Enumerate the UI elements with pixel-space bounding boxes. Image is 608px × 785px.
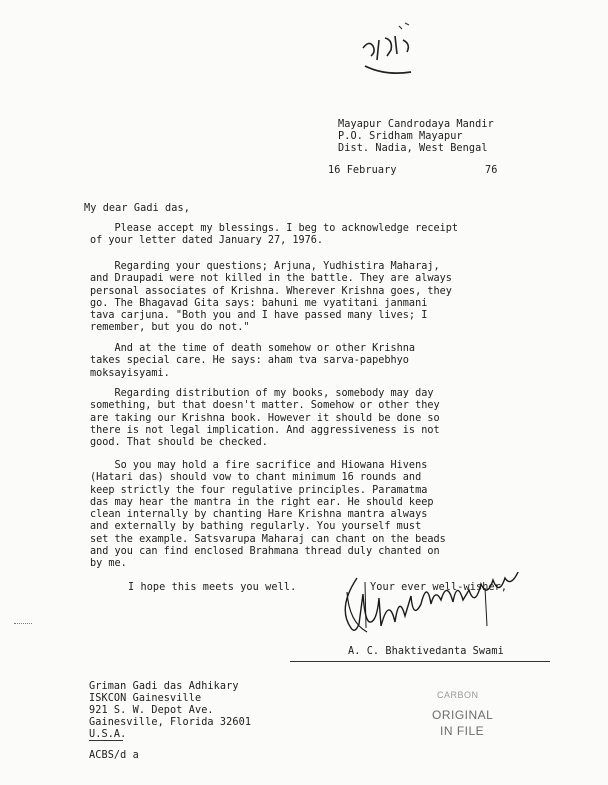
paragraph-line: (Hatari das) should vow to chant minimum 16 rounds and	[90, 472, 422, 484]
recipient-line-3: 921 S. W. Depot Ave.	[89, 705, 214, 716]
paragraph-line: something, but that doesn't matter. Somehow or other they	[90, 400, 440, 412]
recipient-line-2: ISKCON Gainesville	[89, 693, 202, 704]
paragraph-line: go. The Bhagavad Gita says: bahuni me vyatitani janmani	[90, 297, 428, 309]
recipient-line-5: U.S.A.	[89, 729, 127, 740]
closing-text: I hope this meets you well.	[128, 582, 297, 593]
recipient-line-4: Gainesville, Florida 32601	[89, 717, 252, 728]
stamp-line-1: CARBON	[437, 690, 479, 700]
date-year: 76	[485, 165, 498, 176]
paragraph-line: and externally by bathing regularly. You yourself must	[90, 521, 422, 533]
address-line-1: Mayapur Candrodaya Mandir	[338, 119, 494, 130]
paragraph-line: good. That should be checked.	[90, 437, 268, 449]
paragraph-line: set the example. Satsvarupa Maharaj can chant on the beads	[90, 533, 446, 545]
paragraph-line: moksayisyami.	[90, 367, 170, 379]
paragraph-line: personal associates of Krishna. Wherever Krishna goes, they	[90, 285, 452, 297]
paragraph-5	[90, 460, 560, 571]
signer-name: A. C. Bhaktivedanta Swami	[348, 646, 504, 657]
paragraph-line: Regarding your questions; Arjuna, Yudhistira Maharaj,	[90, 261, 440, 272]
handwritten-signature	[335, 572, 565, 642]
paragraph-4	[90, 388, 560, 449]
country-underline	[89, 740, 123, 741]
stamp-line-3: IN FILE	[440, 724, 485, 738]
paragraph-line: of your letter dated January 27, 1976.	[90, 235, 324, 247]
recipient-line-1: Griman Gadi das Adhikary	[89, 681, 239, 692]
paragraph-line: das may hear the mantra in the right ear. He should keep	[90, 496, 434, 508]
paragraph-line: Please accept my blessings. I beg to acknowledge receipt	[90, 223, 459, 234]
paragraph-line: and you can find enclosed Brahmana thread duly chanted on	[90, 546, 440, 558]
paragraph-line: clean internally by chanting Hare Krishna mantra always	[90, 509, 428, 521]
paragraph-3	[90, 343, 560, 380]
paragraph-line: takes special care. He says: aham tva sarva-papebhyo	[90, 355, 409, 367]
paragraph-line: Regarding distribution of my books, somebody may day	[90, 388, 434, 399]
paragraph-line: by me.	[90, 558, 127, 570]
margin-mark	[14, 623, 32, 625]
paragraph-line: So you may hold a fire sacrifice and Hiowana Hivens	[90, 460, 428, 471]
reference-initials: ACBS/d a	[89, 750, 139, 761]
paragraph-line: there is not legal implication. And aggressiveness is not	[90, 424, 440, 436]
paragraph-line: are taking our Krishna book. However it should be done so	[90, 412, 440, 424]
signature-divider	[290, 661, 550, 662]
paragraph-2	[90, 261, 560, 335]
handwritten-mark-top	[355, 18, 425, 78]
date-day-month: 16 February	[328, 165, 397, 176]
paragraph-1	[90, 223, 560, 248]
stamp-line-2: ORIGINAL	[432, 708, 494, 722]
paragraph-line: And at the time of death somehow or other Krishna	[90, 343, 416, 354]
paragraph-line: remember, but you do not."	[90, 322, 250, 334]
paragraph-line: tava carjuna. "Both you and I have passed many lives; I	[90, 310, 428, 322]
address-line-2: P.O. Sridham Mayapur	[338, 131, 463, 142]
valediction: Your ever well-wisher,	[370, 582, 508, 593]
salutation: My dear Gadi das,	[84, 203, 190, 214]
paragraph-line: and Draupadi were not killed in the battle. They are always	[90, 273, 452, 285]
address-line-3: Dist. Nadia, West Bengal	[338, 143, 488, 154]
paragraph-line: keep strictly the four regulative principles. Paramatma	[90, 484, 428, 496]
